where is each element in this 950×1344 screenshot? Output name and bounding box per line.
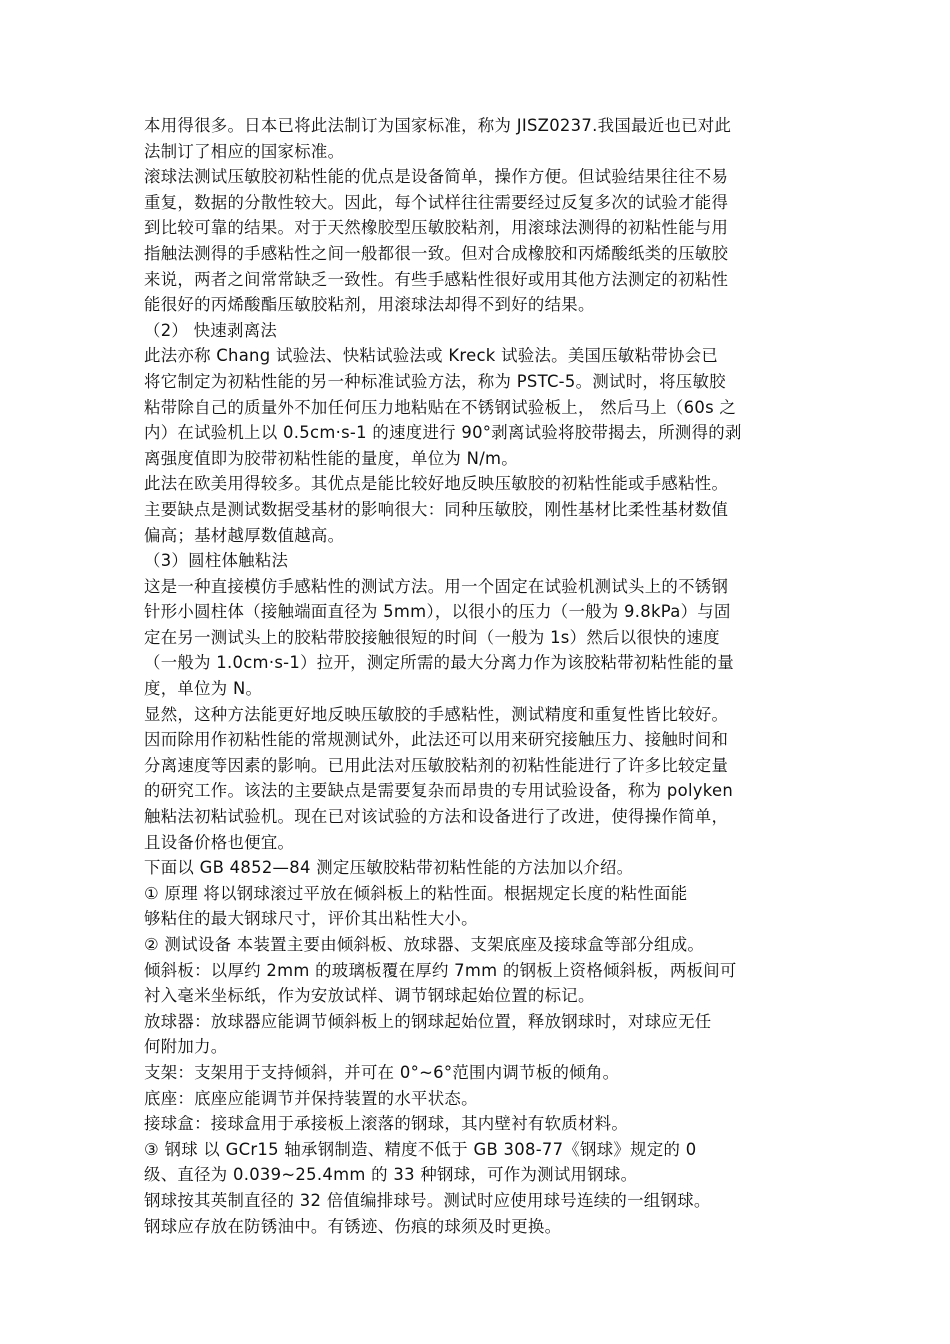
text-line: ② 测试设备 本装置主要由倾斜板、放球器、支架底座及接球盒等部分组成。 [144, 935, 705, 954]
text-line: 本用得很多。日本已将此法制订为国家标准，称为 JISZ0237.我国最近也已对此 [144, 116, 732, 135]
text-line: 支架：支架用于支持倾斜，并可在 0°~6°范围内调节板的倾角。 [144, 1062, 620, 1082]
text-line: 度，单位为 N。 [144, 679, 263, 699]
text-line: 离强度值即为胶带初粘性能的量度，单位为 N/m。 [144, 448, 518, 468]
text-line: 钢球按其英制直径的 32 倍值编排球号。测试时应使用球号连续的一组钢球。 [144, 1190, 711, 1210]
text-line: 指触法测得的手感粘性之间一般都很一致。但对合成橡胶和丙烯酸纸类的压敏胶 [144, 243, 729, 263]
body-text [144, 113, 812, 1239]
text-line: 到比较可靠的结果。对于天然橡胶型压敏胶粘剂，用滚球法测得的初粘性能与用 [144, 218, 729, 238]
text-line: 此法亦称 Chang 试验法、快粘试验法或 Kreck 试验法。美国压敏粘带协会已 [144, 346, 719, 366]
text-line: 倾斜板：以厚约 2mm 的玻璃板覆在厚约 7mm 的钢板上资格倾斜板，两板间可 [144, 960, 737, 980]
text-line: 何附加力。 [144, 1037, 228, 1057]
text-line: 级、直径为 0.039~25.4mm 的 33 种钢球，可作为测试用钢球。 [144, 1165, 638, 1185]
text-line: 滚球法测试压敏胶初粘性能的优点是设备简单，操作方便。但试验结果往往不易 [144, 167, 729, 187]
text-line: 衬入毫米坐标纸，作为安放试样、调节钢球起始位置的标记。 [144, 986, 595, 1006]
text-line: 显然，这种方法能更好地反映压敏胶的手感粘性，测试精度和重复性皆比较好。 [144, 704, 729, 724]
text-line: （3）圆柱体触粘法 [144, 551, 289, 571]
text-line: 内）在试验机上以 0.5cm·s-1 的速度进行 90°剥离试验将胶带揭去，所测得的剥 [144, 423, 742, 443]
text-line: （一般为 1.0cm·s-1）拉开，测定所需的最大分离力作为该胶粘带初粘性能的量 [144, 653, 735, 673]
text-line: 定在另一测试头上的胶粘带胶接触很短的时间（一般为 1s）然后以很快的速度 [144, 627, 720, 647]
text-line: 重复，数据的分散性较大。因此，每个试样往往需要经过反复多次的试验才能得 [144, 192, 729, 212]
text-line: 能很好的丙烯酸酯压敏胶粘剂，用滚球法却得不到好的结果。 [144, 295, 595, 315]
text-line: 底座：底座应能调节并保持装置的水平状态。 [144, 1088, 478, 1108]
text-line: 放球器：放球器应能调节倾斜板上的钢球起始位置，释放钢球时，对球应无任 [144, 1011, 712, 1031]
text-line: 偏高；基材越厚数值越高。 [144, 525, 345, 545]
text-line: 触粘法初粘试验机。现在已对该试验的方法和设备进行了改进，使得操作简单， [144, 807, 729, 827]
text-line: 法制订了相应的国家标准。 [144, 141, 345, 161]
text-line: 这是一种直接模仿手感粘性的测试方法。用一个固定在试验机测试头上的不锈钢 [144, 576, 729, 596]
text-line: ③ 钢球 以 GCr15 轴承钢制造、精度不低于 GB 308-77《钢球》规定的 0 [144, 1139, 697, 1159]
text-line: 下面以 GB 4852—84 测定压敏胶粘带初粘性能的方法加以介绍。 [144, 858, 634, 878]
text-line: 将它制定为初粘性能的另一种标准试验方法，称为 PSTC-5。测试时，将压敏胶 [144, 371, 726, 391]
text-line: 主要缺点是测试数据受基材的影响很大：同种压敏胶，刚性基材比柔性基材数值 [144, 499, 729, 519]
text-line: 的研究工作。该法的主要缺点是需要复杂而昂贵的专用试验设备，称为 polyken [144, 781, 734, 801]
text-line: 粘带除自己的质量外不加任何压力地粘贴在不锈钢试验板上， 然后马上（60s 之 [144, 397, 737, 417]
text-line: 因而除用作初粘性能的常规测试外，此法还可以用来研究接触压力、接触时间和 [144, 730, 729, 750]
text-line: 此法在欧美用得较多。其优点是能比较好地反映压敏胶的初粘性能或手感粘性。 [144, 474, 729, 494]
text-line: 钢球应存放在防锈油中。有锈迹、伤痕的球须及时更换。 [144, 1216, 562, 1236]
text-line: 且设备价格也便宜。 [144, 832, 295, 852]
text-line: 够粘住的最大钢球尺寸，评价其出粘性大小。 [144, 909, 478, 929]
text-line: 接球盒：接球盒用于承接板上滚落的钢球，其内壁衬有软质材料。 [144, 1114, 629, 1134]
text-line: （2） 快速剥离法 [144, 320, 278, 340]
text-line: 分离速度等因素的影响。已用此法对压敏胶粘剂的初粘性能进行了许多比较定量 [144, 755, 729, 775]
text-line: 针形小圆柱体（接触端面直径为 5mm），以很小的压力（一般为 9.8kPa）与固 [144, 602, 731, 622]
text-line: ① 原理 将以钢球滚过平放在倾斜板上的粘性面。根据规定长度的粘性面能 [144, 883, 688, 903]
text-line: 来说，两者之间常常缺乏一致性。有些手感粘性很好或用其他方法测定的初粘性 [144, 269, 729, 289]
